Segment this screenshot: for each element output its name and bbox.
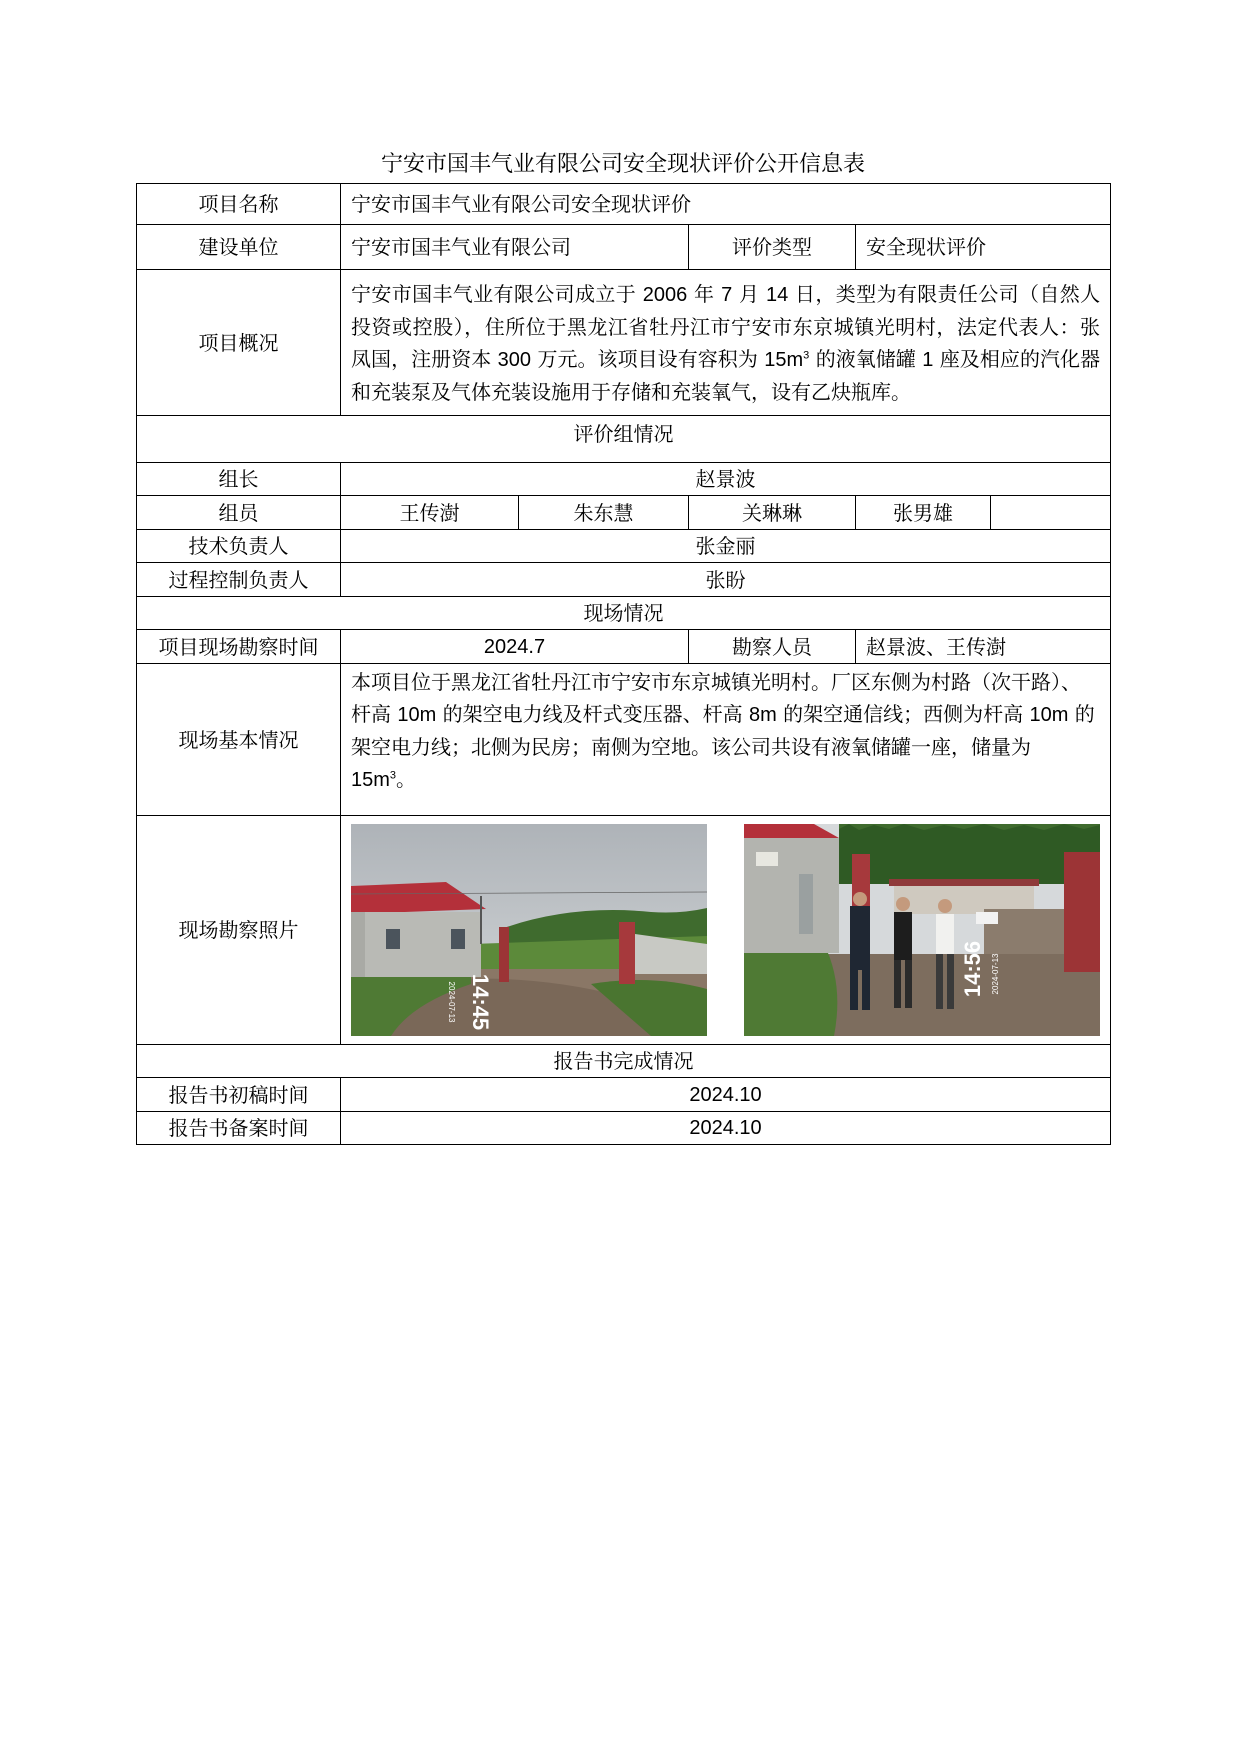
process-lead-label: 过程控制负责人 <box>137 563 341 597</box>
photo-1-time-overlay: 14:45 <box>468 973 493 1031</box>
team-section-header: 评价组情况 <box>137 416 1111 463</box>
survey-time-label: 项目现场勘察时间 <box>137 630 341 664</box>
row-process-lead <box>137 563 1111 597</box>
row-draft-time <box>137 1078 1111 1112</box>
member-5 <box>991 496 1111 530</box>
site-photo-team <box>744 824 1100 1036</box>
tech-lead-value: 张金丽 <box>341 530 1111 563</box>
leader-value: 赵景波 <box>341 463 1111 496</box>
tech-lead-label: 技术负责人 <box>137 530 341 563</box>
members-label: 组员 <box>137 496 341 530</box>
photo-1-date-overlay: 2024-07-13 <box>447 981 456 1023</box>
member-4: 张男雄 <box>856 496 991 530</box>
row-site-basic <box>137 664 1111 816</box>
draft-time-value: 2024.10 <box>341 1078 1111 1112</box>
row-survey <box>137 630 1111 664</box>
filing-time-value: 2024.10 <box>341 1112 1111 1145</box>
overview-text: 宁安市国丰气业有限公司成立于 2006 年 7 月 14 日，类型为有限责任公司（自然人投资或控股），住所位于黑龙江省牡丹江市宁安市东京城镇光明村，法定代表人：张凤国，注册资本 300 万元。该项目设有容积为 $15m^3$ 的液氧储罐 1 座及相应的汽化器和充装泵及气体充装设施用于存储和充装氧气，设有乙炔瓶库。 <box>341 270 1111 416</box>
photo-2-date-overlay: 2024-07-13 <box>991 953 1001 995</box>
page-title: 宁安市国丰气业有限公司安全现状评价公开信息表 <box>380 152 865 177</box>
construction-unit-label: 建设单位 <box>137 225 341 270</box>
row-overview <box>137 270 1111 416</box>
row-site-section <box>137 597 1111 630</box>
row-construction-unit <box>137 225 1111 270</box>
site-photo-gate <box>351 824 707 1036</box>
report-section-header: 报告书完成情况 <box>137 1045 1111 1078</box>
member-1: 王传澍 <box>341 496 519 530</box>
site-basic-text: 本项目位于黑龙江省牡丹江市宁安市东京城镇光明村。厂区东侧为村路（次干路）、杆高 10m 的架空电力线及杆式变压器、杆高 8m 的架空通信线；西侧为杆高 10m 的架空电力线；北侧为民房；南侧为空地。该公司共设有液氧储罐一座，储量为 $15m^3$。 <box>341 664 1111 816</box>
eval-type-label: 评价类型 <box>689 225 856 270</box>
member-2: 朱东慧 <box>519 496 689 530</box>
survey-time-value: 2024.7 <box>341 630 689 664</box>
construction-unit-value: 宁安市国丰气业有限公司 <box>341 225 689 270</box>
site-section-header: 现场情况 <box>137 597 1111 630</box>
project-name-label: 项目名称 <box>137 184 341 225</box>
member-3: 关琳琳 <box>689 496 856 530</box>
leader-label: 组长 <box>137 463 341 496</box>
draft-time-label: 报告书初稿时间 <box>137 1078 341 1112</box>
surveyors-label: 勘察人员 <box>689 630 856 664</box>
row-project-name <box>137 184 1111 225</box>
process-lead-value: 张盼 <box>341 563 1111 597</box>
eval-type-value: 安全现状评价 <box>856 225 1111 270</box>
site-basic-label: 现场基本情况 <box>137 664 341 816</box>
row-tech-lead <box>137 530 1111 563</box>
row-team-section <box>137 416 1111 463</box>
overview-label: 项目概况 <box>137 270 341 416</box>
info-table <box>136 183 1111 1145</box>
photo-2-time-overlay: 14:56 <box>960 940 986 998</box>
row-leader <box>137 463 1111 496</box>
project-name-value: 宁安市国丰气业有限公司安全现状评价 <box>341 184 1111 225</box>
site-photos-label: 现场勘察照片 <box>137 816 341 1045</box>
row-members <box>137 496 1111 530</box>
filing-time-label: 报告书备案时间 <box>137 1112 341 1145</box>
site-photos-cell <box>341 816 1111 1045</box>
surveyors-value: 赵景波、王传澍 <box>856 630 1111 664</box>
row-filing-time <box>137 1112 1111 1145</box>
row-report-section <box>137 1045 1111 1078</box>
row-site-photos <box>137 816 1111 1045</box>
